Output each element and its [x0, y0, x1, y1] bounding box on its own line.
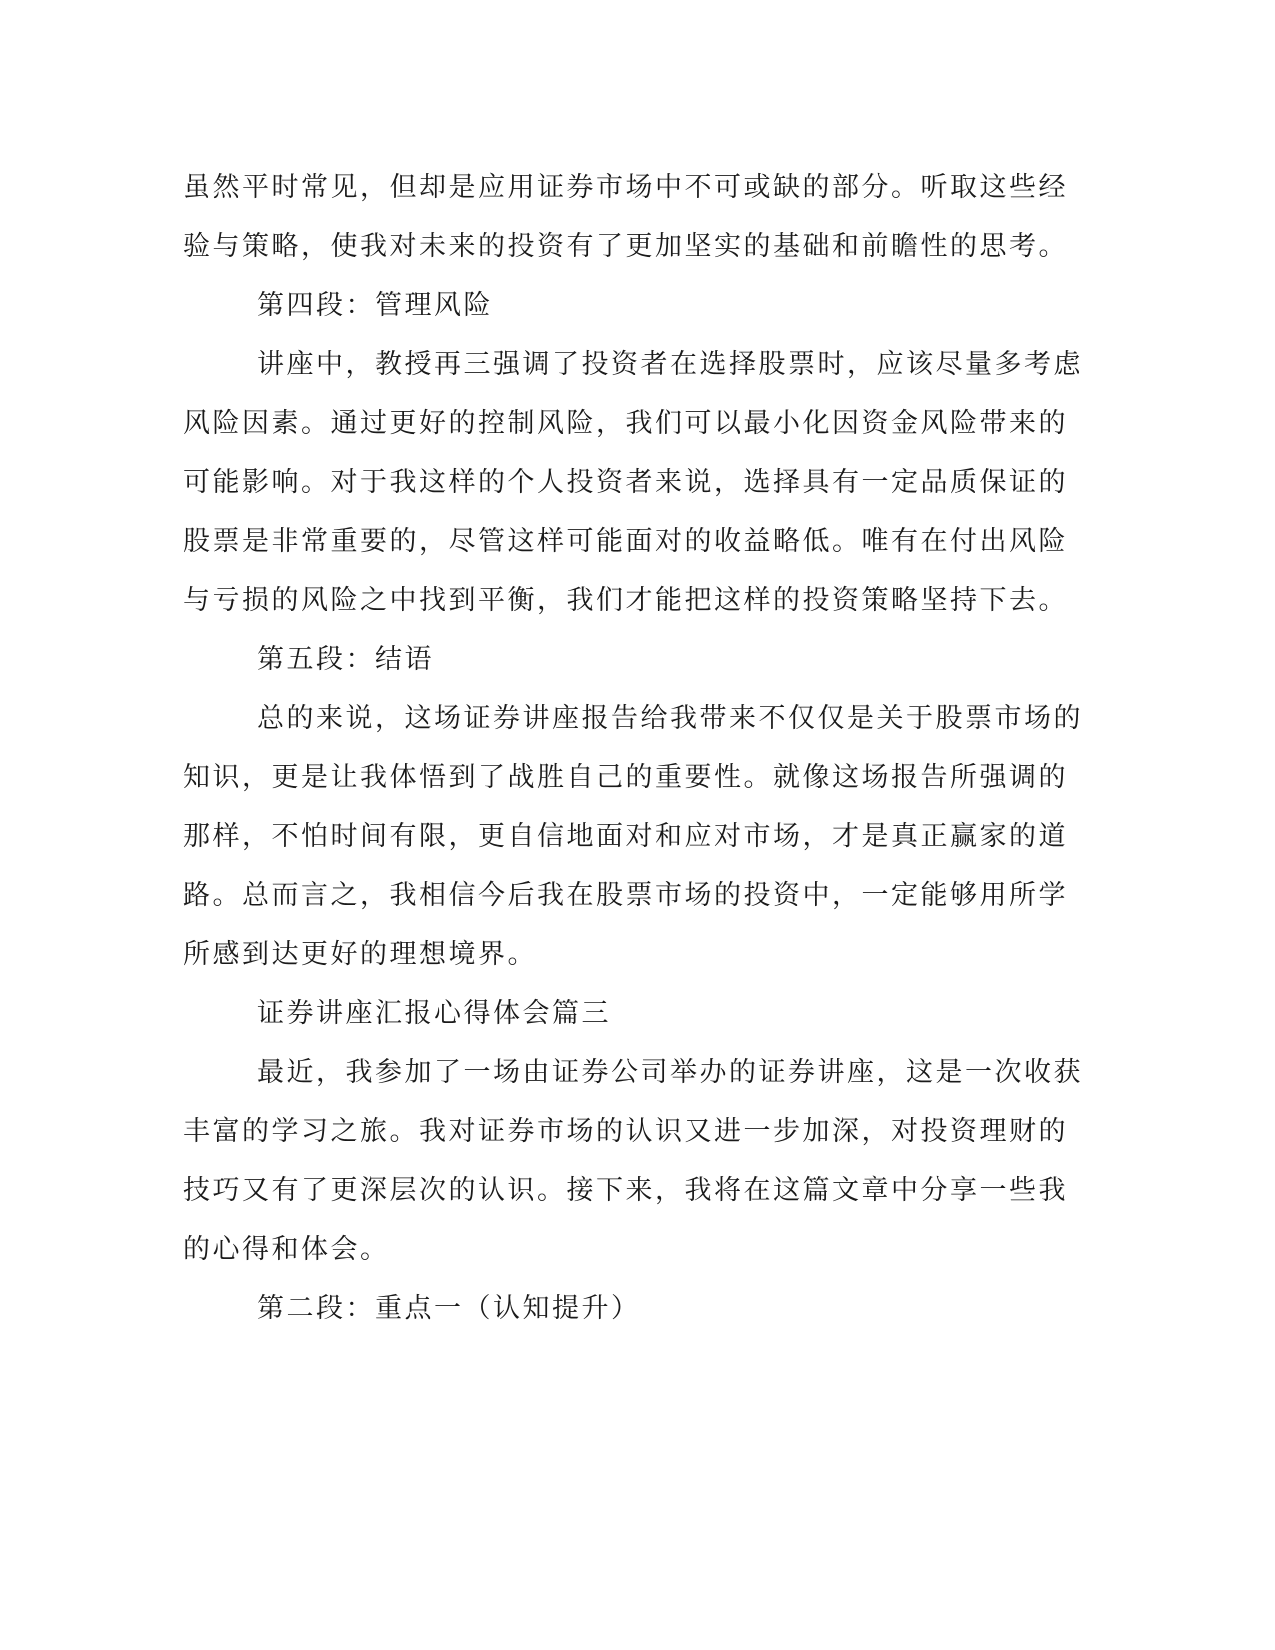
text-line: 风险因素。通过更好的控制风险，我们可以最小化因资金风险带来的 — [183, 408, 1068, 439]
text-line: 所感到达更好的理想境界。 — [183, 939, 537, 970]
section-heading-2 — [183, 1279, 1043, 1338]
text-line: 那样，不怕时间有限，更自信地面对和应对市场，才是真正赢家的道 — [183, 821, 1068, 852]
article-title-part-3 — [183, 984, 1043, 1043]
text-line: 丰富的学习之旅。我对证券市场的认识又进一步加深，对投资理财的 — [183, 1116, 1068, 1147]
text-line: 虽然平时常见，但却是应用证券市场中不可或缺的部分。听取这些经 — [183, 172, 1068, 203]
text-line: 讲座中，教授再三强调了投资者在选择股票时，应该尽量多考虑 — [257, 349, 1083, 380]
heading-text: 第二段：重点一（认知提升） — [257, 1293, 641, 1324]
section-heading-4 — [183, 276, 1043, 335]
text-line: 可能影响。对于我这样的个人投资者来说，选择具有一定品质保证的 — [183, 467, 1068, 498]
text-line: 知识，更是让我体悟到了战胜自己的重要性。就像这场报告所强调的 — [183, 762, 1068, 793]
document-body — [183, 158, 1083, 1338]
paragraph-conclusion — [183, 689, 1083, 984]
heading-text: 第五段：结语 — [257, 644, 434, 675]
text-line: 验与策略，使我对未来的投资有了更加坚实的基础和前瞻性的思考。 — [183, 231, 1068, 262]
text-line: 总的来说，这场证券讲座报告给我带来不仅仅是关于股票市场的 — [257, 703, 1083, 734]
text-line: 与亏损的风险之中找到平衡，我们才能把这样的投资策略坚持下去。 — [183, 585, 1068, 616]
heading-text: 第四段：管理风险 — [257, 290, 493, 321]
text-line: 技巧又有了更深层次的认识。接下来，我将在这篇文章中分享一些我 — [183, 1175, 1068, 1206]
text-line: 路。总而言之，我相信今后我在股票市场的投资中，一定能够用所学 — [183, 880, 1068, 911]
text-line: 股票是非常重要的，尽管这样可能面对的收益略低。唯有在付出风险 — [183, 526, 1068, 557]
paragraph-risk-management — [183, 335, 1083, 630]
section-heading-5 — [183, 630, 1043, 689]
paragraph-continuation — [183, 158, 1068, 276]
heading-text: 证券讲座汇报心得体会篇三 — [257, 998, 611, 1029]
text-line: 最近，我参加了一场由证券公司举办的证券讲座，这是一次收获 — [257, 1057, 1083, 1088]
paragraph-intro — [183, 1043, 1083, 1279]
text-line: 的心得和体会。 — [183, 1234, 390, 1265]
